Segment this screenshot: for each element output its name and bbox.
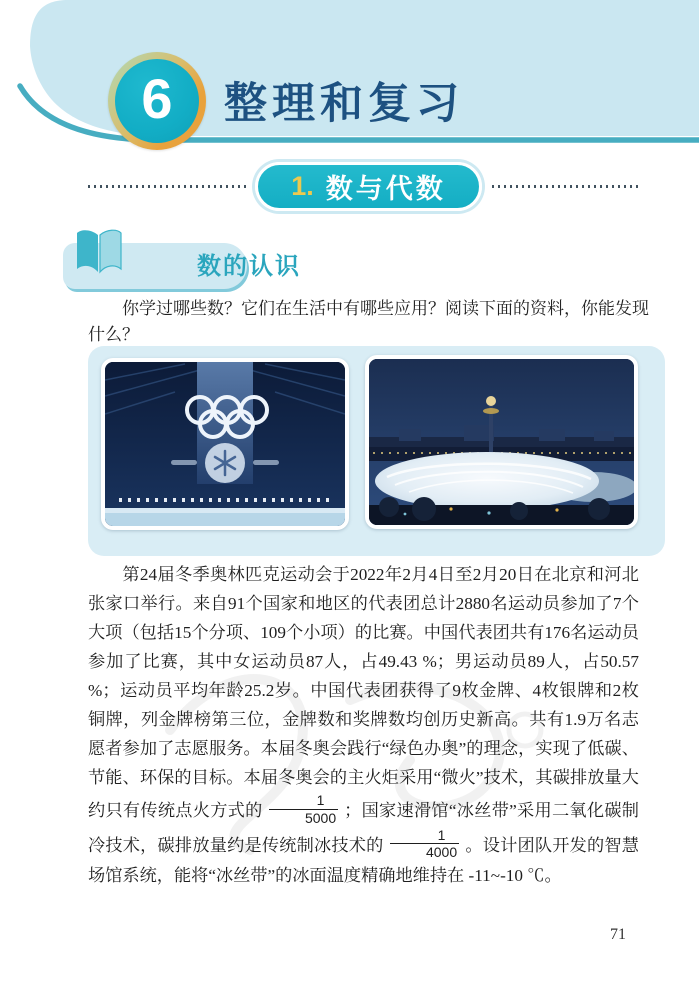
open-book-icon: [74, 226, 124, 278]
dotted-rule-left: [88, 185, 246, 188]
unit-title: 整理和复习: [224, 81, 464, 128]
intro-question: 你学过哪些数？它们在生活中有哪些应用？阅读下面的资料，你能发现什么？: [88, 299, 649, 344]
inline-fraction: $\frac{1}{4000}$: [390, 827, 460, 862]
ice-ribbon-illustration: [369, 359, 634, 525]
dotted-rule-right: [492, 185, 642, 188]
unit-number: 6: [141, 67, 173, 130]
page-number: 71: [610, 926, 626, 943]
section-pill: [255, 162, 482, 211]
body-paragraph: 第24届冬季奥林匹克运动会于2022年2月4日至2月20日在北京和河北张家口举行。来自91个国家和地区的代表团总计2880名运动员参加了7个大项（包括15个分项、109个小项）的比赛。中国代表团共有176名运动员参加了比赛，其中女运动员87人，占49.43 %；男运动员89人，占50.57 %；运动员平均年龄25.2岁。中国代表团获得了9枚金牌、4枚银牌和2枚铜牌，列金牌榜第三位，金牌数和奖牌数均创历史新高。共有1.9万名志愿者参加了志愿服务。本届冬奥会践行“绿色办奥”的理念，实现了低碳、节能、环保的目标。本届冬奥会的主火炬采用“微火”技术，其碳排放量大约只有传统点火方式的 $\frac{1}{5000}$ ；国家速滑馆“冰丝带”采用二氧化碳制冷技术，碳排放量约是传统制冰技术的 $\frac{1}{4000}$ 。设计团队开发的智慧场馆系统，能将“冰丝带”的冰面温度精确地维持在 -11~-10 ℃。: [88, 565, 639, 886]
inline-fraction: $\frac{1}{5000}$: [269, 792, 339, 827]
section-title: 数与代数: [325, 174, 446, 204]
photo-ice-ribbon-stadium: [365, 355, 638, 529]
unit-number-badge: [108, 52, 206, 150]
topic-title: 数的认识: [197, 253, 301, 280]
unit-number-circle: [115, 59, 199, 143]
opening-ceremony-illustration: [105, 362, 345, 526]
photo-panel: [88, 346, 665, 556]
photo-opening-ceremony: [101, 358, 349, 530]
section-number: 1.: [291, 171, 314, 201]
